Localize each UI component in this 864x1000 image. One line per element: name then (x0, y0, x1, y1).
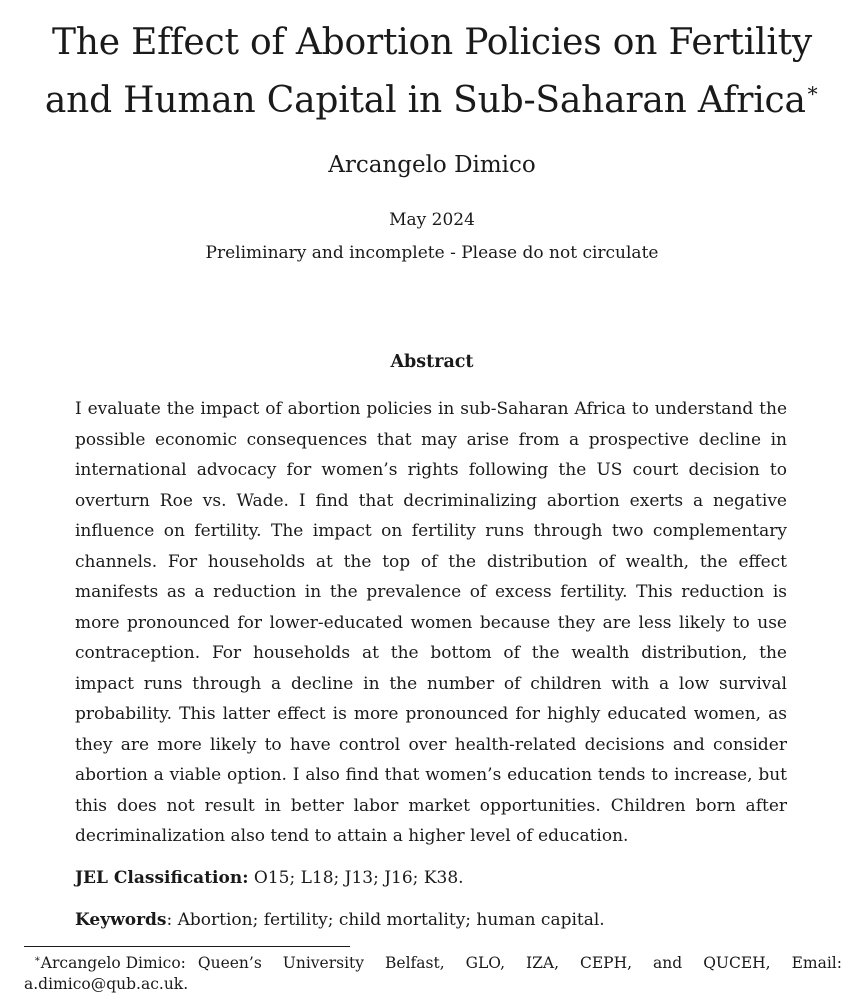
affiliation-word: and (653, 954, 683, 972)
affiliation-word: Queen’s (197, 954, 262, 972)
paper-title-text: The Effect of Abortion Policies on Fertility and Human Capital in Sub-Saharan Africa (44, 22, 813, 121)
footnote-author (34, 953, 186, 974)
publication-date: May 2024 (389, 210, 475, 230)
jel-codes: O15; L18; J13; J16; K38. (253, 868, 464, 888)
draft-note: Preliminary and incomplete - Please do not circulate (205, 243, 659, 263)
affiliation-word: Belfast, (385, 954, 445, 972)
title-footnote-mark: ∗ (805, 78, 820, 102)
jel-label: JEL Classification: (75, 868, 249, 888)
abstract-heading: Abstract (390, 352, 474, 372)
affiliation-word: QUCEH, (703, 954, 771, 972)
affiliation-word: Email: (791, 954, 842, 972)
author-name: Arcangelo Dimico (328, 152, 536, 178)
paper-title (40, 14, 824, 130)
footnote-email: a.dimico@qub.ac.uk. (24, 975, 189, 993)
keywords (75, 910, 787, 930)
footnote-line-1 (24, 953, 842, 974)
affiliation-word: GLO, (465, 954, 506, 972)
abstract-body: I evaluate the impact of abortion policies in sub-Saharan Africa to understand the possible economic consequences that may arise from a prospective decline in international advocacy for women’s rights following the US court decision to overturn Roe vs. Wade. I find that decriminalizing abortion exerts a negative influence on fertility. The impact on fertility runs through two complementary channels. For households at the top of the distribution of wealth, the effect manifests as a reduction in the prevalence of excess fertility. This reduction is more pronounced for lower-educated women because they are less likely to use contraception. For households at the bottom of the wealth distribution, the impact runs through a decline in the number of children with a low survival probability. This latter effect is more pronounced for highly educated women, as they are more likely to have control over health-related decisions and consider abortion a viable option. I also find that women’s education tends to increase, but this does not result in better labor market opportunities. Children born after decriminalization also tend to attain a higher level of education. (75, 399, 787, 846)
affiliation-word: CEPH, (580, 954, 633, 972)
affiliation-word: University (282, 954, 365, 972)
keywords-label: Keywords (75, 910, 167, 930)
jel-classification (75, 868, 787, 888)
keywords-list: : Abortion; fertility; child mortality; human capital. (166, 910, 605, 930)
author-footnote (24, 953, 842, 995)
footnote-affiliation (198, 953, 842, 974)
footnote-rule (24, 946, 350, 947)
affiliation-word: IZA, (526, 954, 560, 972)
footnote-author-name: Arcangelo Dimico: (40, 954, 186, 972)
footnote-mark: ∗ (34, 954, 41, 965)
